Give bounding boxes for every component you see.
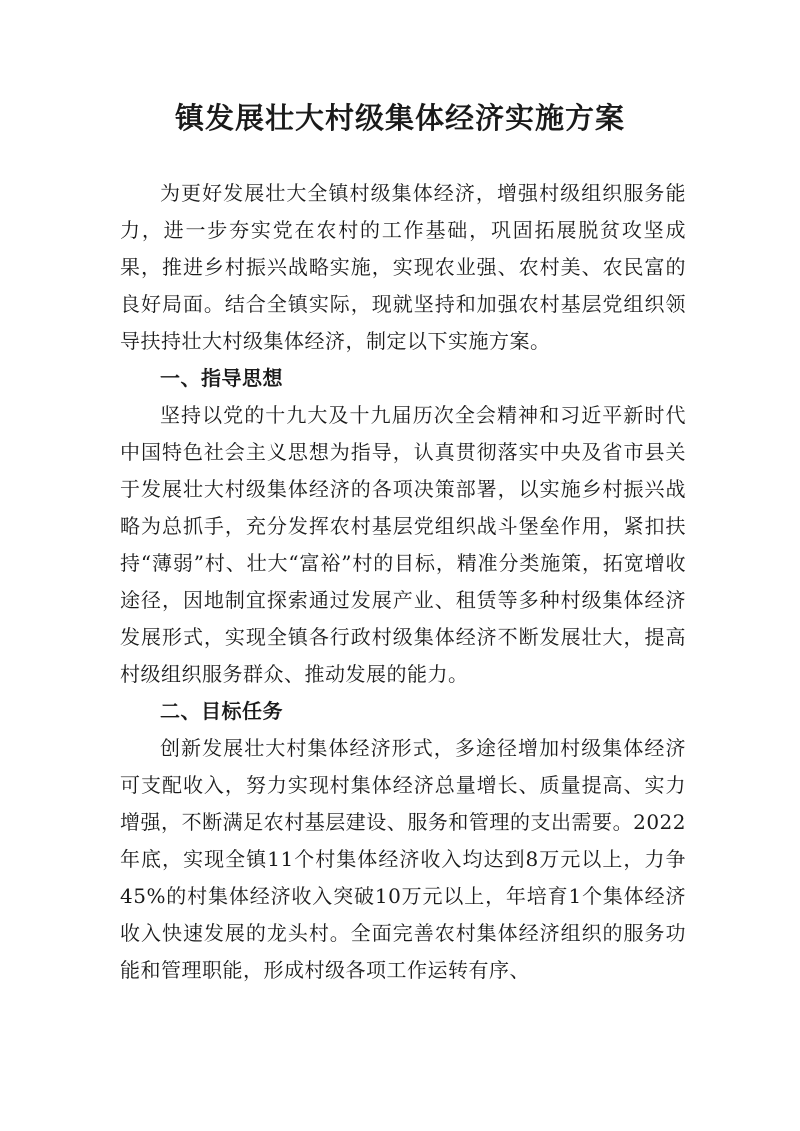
document-title: 镇发展壮大村级集体经济实施方案 [174,101,625,135]
section-paragraph-targets: 创新发展壮大村集体经济形式，多途径增加村级集体经济可支配收入，努力实现村集体经济总量增长、质量提高、实力增强，不断满足农村基层建设、服务和管理的支出需要。2022年底，实现全镇11个村集体经济收入均达到8万元以上，力争45%的村集体经济收入突破10万元以上，年培育1个集体经济收入快速发展的龙头村。全面完善农村集体经济组织的服务功能和管理职能，形成村级各项工作运转有序、 [120,736,686,982]
document-body [120,175,686,989]
section-heading-guiding-ideology: 一、指导思想 [160,366,283,390]
intro-paragraph: 为更好发展壮大全镇村级集体经济，增强村级组织服务能力，进一步夯实党在农村的工作基础，巩固拓展脱贫攻坚成果，推进乡村振兴战略实施，实现农业强、农村美、农民富的良好局面。结合全镇实际，现就坚持和加强农村基层党组织领导扶持壮大村级集体经济，制定以下实施方案。 [120,181,686,353]
section-heading-targets: 二、目标任务 [160,699,283,723]
section-paragraph-guiding-ideology: 坚持以党的十九大及十九届历次全会精神和习近平新时代中国特色社会主义思想为指导，认真贯彻落实中央及省市县关于发展壮大村级集体经济的各项决策部署，以实施乡村振兴战略为总抓手，充分发挥农村基层党组织战斗堡垒作用，紧扣扶持“薄弱”村、壮大“富裕”村的目标，精准分类施策，拓宽增收途径，因地制宜探索通过发展产业、租赁等多种村级集体经济发展形式，实现全镇各行政村级集体经济不断发展壮大，提高村级组织服务群众、推动发展的能力。 [120,403,686,686]
